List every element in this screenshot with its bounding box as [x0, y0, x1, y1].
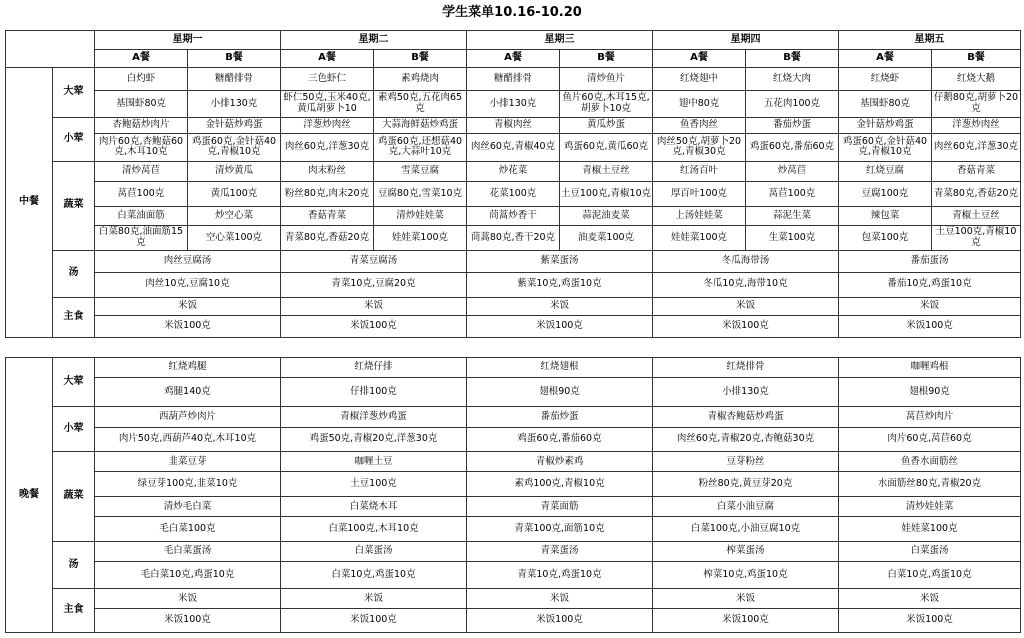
dish-name: 红烧翅中	[653, 68, 746, 91]
dish-ingredients: 小排130克	[467, 90, 560, 117]
dish-name: 米饭	[653, 589, 839, 609]
dinner-shucai-row	[6, 452, 1021, 472]
section-label-lunch: 中餐	[6, 68, 53, 338]
dish-name: 红烧翅根	[467, 358, 653, 378]
dish-name: 米饭	[95, 589, 281, 609]
dish-name: 紫菜蛋汤	[467, 250, 653, 272]
dish-ingredients: 油麦菜100克	[560, 225, 653, 250]
dish-name: 番茄蛋汤	[839, 250, 1021, 272]
dish-name: 米饭	[281, 589, 467, 609]
category-label-dahun: 大荤	[53, 358, 95, 407]
dish-ingredients: 米饭100克	[95, 609, 281, 633]
dish-ingredients: 鸡蛋50克,青椒20克,洋葱30克	[281, 427, 467, 452]
dish-ingredients: 番茄10克,鸡蛋10克	[839, 272, 1021, 297]
dish-ingredients: 土豆100克	[281, 472, 467, 497]
dish-ingredients: 基围虾80克	[839, 90, 932, 117]
meal-header: B餐	[188, 49, 281, 68]
dish-name: 红烧豆腐	[839, 161, 932, 182]
dish-ingredients: 娃娃菜100克	[839, 517, 1021, 542]
dish-ingredients: 土豆100克,青椒10克	[560, 182, 653, 207]
dish-name: 韭菜豆芽	[95, 452, 281, 472]
dish-name: 西葫芦炒肉片	[95, 407, 281, 427]
dish-name: 白菜蛋汤	[839, 542, 1021, 562]
dish-ingredients: 黄瓜100克	[188, 182, 281, 207]
dish-name: 红烧大鹅	[932, 68, 1021, 91]
dish-ingredients: 鸡蛋60克,金针菇40克,青椒10克	[839, 134, 932, 161]
dinner-shucai-row	[6, 517, 1021, 542]
dish-name: 杏鲍菇炒肉片	[95, 118, 188, 134]
lunch-tang-row	[6, 272, 1021, 297]
dish-name: 青椒肉丝	[467, 118, 560, 134]
dish-ingredients: 肉片60克,莴苣60克	[839, 427, 1021, 452]
dinner-dahun-row	[6, 358, 1021, 378]
dinner-xiaohun-row	[6, 407, 1021, 427]
day-header: 星期五	[839, 31, 1021, 50]
dish-ingredients: 翅中80克	[653, 90, 746, 117]
dish-name: 豆芽粉丝	[653, 452, 839, 472]
dish-ingredients: 米饭100克	[281, 609, 467, 633]
dish-name: 米饭	[281, 297, 467, 316]
dish-name: 白菜油面筋	[95, 207, 188, 226]
dish-name: 上汤娃娃菜	[653, 207, 746, 226]
dish-ingredients: 青菜80克,香菇20克	[932, 182, 1021, 207]
dish-ingredients: 鸡蛋60克,还想菇40克,大蒜叶10克	[374, 134, 467, 161]
meal-header-row	[6, 49, 1021, 68]
dish-ingredients: 肉片50克,西葫芦40克,木耳10克	[95, 427, 281, 452]
dish-ingredients: 米饭100克	[467, 316, 653, 338]
dish-name: 清炒娃娃菜	[374, 207, 467, 226]
dish-name: 清炒娃娃菜	[839, 497, 1021, 517]
dish-ingredients: 包菜100克	[839, 225, 932, 250]
lunch-dahun-row	[6, 90, 1021, 117]
dish-name: 青椒炒素鸡	[467, 452, 653, 472]
dish-name: 咖喱土豆	[281, 452, 467, 472]
dish-ingredients: 米饭100克	[653, 609, 839, 633]
dish-ingredients: 肉丝60克,洋葱30克	[281, 134, 374, 161]
dish-name: 香菇青菜	[932, 161, 1021, 182]
dish-ingredients: 生菜100克	[746, 225, 839, 250]
dish-ingredients: 粉丝80克,肉末20克	[281, 182, 374, 207]
dish-ingredients: 娃娃菜100克	[653, 225, 746, 250]
category-label-shucai: 蔬菜	[53, 452, 95, 542]
lunch-shucai-row	[6, 207, 1021, 226]
day-header: 星期一	[95, 31, 281, 50]
dish-name: 糖醋排骨	[188, 68, 281, 91]
dish-ingredients: 鸡蛋60克,番茄60克	[467, 427, 653, 452]
dish-name: 青椒土豆丝	[560, 161, 653, 182]
dish-name: 金针菇炒鸡蛋	[839, 118, 932, 134]
dish-ingredients: 鸡蛋60克,番茄60克	[746, 134, 839, 161]
dish-ingredients: 米饭100克	[839, 609, 1021, 633]
dish-ingredients: 白菜100克,木耳10克	[281, 517, 467, 542]
dish-name: 炒花菜	[467, 161, 560, 182]
dish-ingredients: 紫菜10克,鸡蛋10克	[467, 272, 653, 297]
dish-ingredients: 素鸡100克,青椒10克	[467, 472, 653, 497]
dish-name: 黄瓜炒蛋	[560, 118, 653, 134]
dish-name: 白灼虾	[95, 68, 188, 91]
dish-name: 红烧虾	[839, 68, 932, 91]
dish-name: 蒜泥生菜	[746, 207, 839, 226]
dish-name: 冬瓜海带汤	[653, 250, 839, 272]
meal-header: B餐	[374, 49, 467, 68]
dish-name: 茼蒿炒香干	[467, 207, 560, 226]
meal-header: A餐	[281, 49, 374, 68]
dish-ingredients: 肉丝50克,胡萝卜20克,青椒30克	[653, 134, 746, 161]
meal-header: A餐	[95, 49, 188, 68]
dish-ingredients: 白菜10克,鸡蛋10克	[281, 562, 467, 589]
lunch-xiaohun-row	[6, 134, 1021, 161]
category-label-xiaohun: 小荤	[53, 407, 95, 452]
dish-ingredients: 米饭100克	[95, 316, 281, 338]
dish-ingredients: 毛白菜100克	[95, 517, 281, 542]
section-gap	[0, 339, 1024, 356]
dish-ingredients: 厚百叶100克	[653, 182, 746, 207]
dish-ingredients: 小排130克	[188, 90, 281, 117]
dish-ingredients: 鱼片60克,木耳15克,胡萝卜10克	[560, 90, 653, 117]
dish-name: 榨菜蛋汤	[653, 542, 839, 562]
dish-ingredients: 翅根90克	[467, 378, 653, 407]
dish-name: 炒莴苣	[746, 161, 839, 182]
dish-name: 雪菜豆腐	[374, 161, 467, 182]
dish-name: 素鸡烧肉	[374, 68, 467, 91]
section-label-dinner: 晚餐	[6, 358, 53, 633]
meal-header: B餐	[560, 49, 653, 68]
dish-ingredients: 肉丝60克,洋葱30克	[932, 134, 1021, 161]
dish-ingredients: 青菜80克,香菇20克	[281, 225, 374, 250]
dish-ingredients: 粉丝80克,黄豆芽20克	[653, 472, 839, 497]
dish-name: 肉末粉丝	[281, 161, 374, 182]
dish-name: 白菜蛋汤	[281, 542, 467, 562]
dish-ingredients: 米饭100克	[839, 316, 1021, 338]
dish-ingredients: 肉片60克,杏鲍菇60克,木耳10克	[95, 134, 188, 161]
dish-name: 白菜烧木耳	[281, 497, 467, 517]
dish-ingredients: 榨菜10克,鸡蛋10克	[653, 562, 839, 589]
lunch-shucai-row	[6, 225, 1021, 250]
dish-ingredients: 鸡蛋60克,金针菇40克,青椒10克	[188, 134, 281, 161]
day-header-row	[6, 31, 1021, 50]
day-header: 星期三	[467, 31, 653, 50]
dish-name: 米饭	[839, 589, 1021, 609]
dish-name: 香菇青菜	[281, 207, 374, 226]
dish-ingredients: 毛白菜10克,鸡蛋10克	[95, 562, 281, 589]
dish-name: 大蒜海鲜菇炒鸡蛋	[374, 118, 467, 134]
dish-name: 青菜面筋	[467, 497, 653, 517]
category-label-shucai: 蔬菜	[53, 161, 95, 250]
lunch-table	[5, 30, 1021, 338]
lunch-dahun-row	[6, 68, 1021, 91]
dish-name: 洋葱炒肉丝	[281, 118, 374, 134]
dish-ingredients: 豆腐80克,雪菜10克	[374, 182, 467, 207]
lunch-tang-row	[6, 250, 1021, 272]
dish-ingredients: 空心菜100克	[188, 225, 281, 250]
dish-name: 红烧排骨	[653, 358, 839, 378]
dish-name: 红烧鸡腿	[95, 358, 281, 378]
dish-name: 红烧仔排	[281, 358, 467, 378]
dish-name: 青椒杏鲍菇炒鸡蛋	[653, 407, 839, 427]
dish-ingredients: 鸡蛋60克,黄瓜60克	[560, 134, 653, 161]
dish-name: 青椒洋葱炒鸡蛋	[281, 407, 467, 427]
category-label-tang: 汤	[53, 542, 95, 589]
dish-ingredients: 茼蒿80克,香干20克	[467, 225, 560, 250]
dinner-tang-row	[6, 562, 1021, 589]
dinner-zhushi-row	[6, 589, 1021, 609]
category-label-dahun: 大荤	[53, 68, 95, 118]
dinner-table	[5, 357, 1021, 633]
dish-ingredients: 白菜100克,小油豆腐10克	[653, 517, 839, 542]
dish-ingredients: 肉丝60克,青椒40克	[467, 134, 560, 161]
dish-ingredients: 青菜10克,豆腐20克	[281, 272, 467, 297]
dish-ingredients: 基围虾80克	[95, 90, 188, 117]
lunch-zhushi-row	[6, 316, 1021, 338]
dish-name: 三色虾仁	[281, 68, 374, 91]
dish-ingredients: 米饭100克	[467, 609, 653, 633]
dish-name: 白菜小油豆腐	[653, 497, 839, 517]
dish-name: 清炒毛白菜	[95, 497, 281, 517]
dish-name: 红烧大肉	[746, 68, 839, 91]
dish-name: 蒜泥油麦菜	[560, 207, 653, 226]
category-label-zhushi: 主食	[53, 589, 95, 633]
lunch-zhushi-row	[6, 297, 1021, 316]
dish-ingredients: 米饭100克	[281, 316, 467, 338]
dish-ingredients: 豆腐100克	[839, 182, 932, 207]
dish-ingredients: 青菜10克,鸡蛋10克	[467, 562, 653, 589]
day-header: 星期二	[281, 31, 467, 50]
dish-name: 米饭	[467, 589, 653, 609]
dish-ingredients: 绿豆芽100克,韭菜10克	[95, 472, 281, 497]
dish-name: 青椒土豆丝	[932, 207, 1021, 226]
dish-ingredients: 五花肉100克	[746, 90, 839, 117]
dish-name: 青菜豆腐汤	[281, 250, 467, 272]
dish-name: 鱼香肉丝	[653, 118, 746, 134]
dish-name: 金针菇炒鸡蛋	[188, 118, 281, 134]
dish-ingredients: 虾仁50克,玉米40克,黄瓜胡萝卜10	[281, 90, 374, 117]
meal-header: A餐	[653, 49, 746, 68]
dish-ingredients: 莴苣100克	[95, 182, 188, 207]
meal-header: A餐	[467, 49, 560, 68]
dinner-xiaohun-row	[6, 427, 1021, 452]
dish-ingredients: 米饭100克	[653, 316, 839, 338]
dish-name: 米饭	[467, 297, 653, 316]
dish-ingredients: 冬瓜10克,海带10克	[653, 272, 839, 297]
dinner-shucai-row	[6, 472, 1021, 497]
dinner-dahun-row	[6, 378, 1021, 407]
dish-name: 肉丝豆腐汤	[95, 250, 281, 272]
dish-ingredients: 小排130克	[653, 378, 839, 407]
dish-ingredients: 土豆100克,青椒10克	[932, 225, 1021, 250]
dish-name: 辣包菜	[839, 207, 932, 226]
category-label-tang: 汤	[53, 250, 95, 297]
dish-name: 红汤百叶	[653, 161, 746, 182]
dish-name: 青菜蛋汤	[467, 542, 653, 562]
dish-ingredients: 青菜100克,面筋10克	[467, 517, 653, 542]
dish-name: 清炒莴苣	[95, 161, 188, 182]
dish-name: 清炒鱼片	[560, 68, 653, 91]
dish-ingredients: 素鸡50克,五花肉65克	[374, 90, 467, 117]
dish-name: 炒空心菜	[188, 207, 281, 226]
dish-ingredients: 白菜80克,油面筋15克	[95, 225, 188, 250]
meal-header: B餐	[932, 49, 1021, 68]
dish-ingredients: 花菜100克	[467, 182, 560, 207]
lunch-xiaohun-row	[6, 118, 1021, 134]
dish-ingredients: 肉丝10克,豆腐10克	[95, 272, 281, 297]
dish-name: 洋葱炒肉丝	[932, 118, 1021, 134]
dish-ingredients: 仔鹅80克,胡萝卜20克	[932, 90, 1021, 117]
lunch-shucai-row	[6, 182, 1021, 207]
day-header: 星期四	[653, 31, 839, 50]
dish-ingredients: 娃娃菜100克	[374, 225, 467, 250]
dish-name: 清炒黄瓜	[188, 161, 281, 182]
dish-name: 米饭	[839, 297, 1021, 316]
dish-name: 米饭	[95, 297, 281, 316]
dinner-shucai-row	[6, 497, 1021, 517]
category-label-zhushi: 主食	[53, 297, 95, 337]
dish-name: 糖醋排骨	[467, 68, 560, 91]
dish-ingredients: 水面筋丝80克,青椒20克	[839, 472, 1021, 497]
dish-ingredients: 莴苣100克	[746, 182, 839, 207]
menu-title: 学生菜单10.16-10.20	[442, 5, 582, 20]
dish-name: 米饭	[653, 297, 839, 316]
dish-name: 莴苣炒肉片	[839, 407, 1021, 427]
dish-name: 番茄炒蛋	[467, 407, 653, 427]
dish-ingredients: 鸡腿140克	[95, 378, 281, 407]
dish-name: 番茄炒蛋	[746, 118, 839, 134]
dish-ingredients: 翅根90克	[839, 378, 1021, 407]
meal-header: B餐	[746, 49, 839, 68]
dish-ingredients: 仔排100克	[281, 378, 467, 407]
dish-name: 毛白菜蛋汤	[95, 542, 281, 562]
dish-name: 咖喱鸡根	[839, 358, 1021, 378]
dish-name: 鱼香水面筋丝	[839, 452, 1021, 472]
lunch-shucai-row	[6, 161, 1021, 182]
corner-cell	[6, 31, 95, 68]
dish-ingredients: 肉丝60克,青椒20克,杏鲍菇30克	[653, 427, 839, 452]
dinner-tang-row	[6, 542, 1021, 562]
dinner-zhushi-row	[6, 609, 1021, 633]
meal-header: A餐	[839, 49, 932, 68]
category-label-xiaohun: 小荤	[53, 118, 95, 162]
dish-ingredients: 白菜10克,鸡蛋10克	[839, 562, 1021, 589]
